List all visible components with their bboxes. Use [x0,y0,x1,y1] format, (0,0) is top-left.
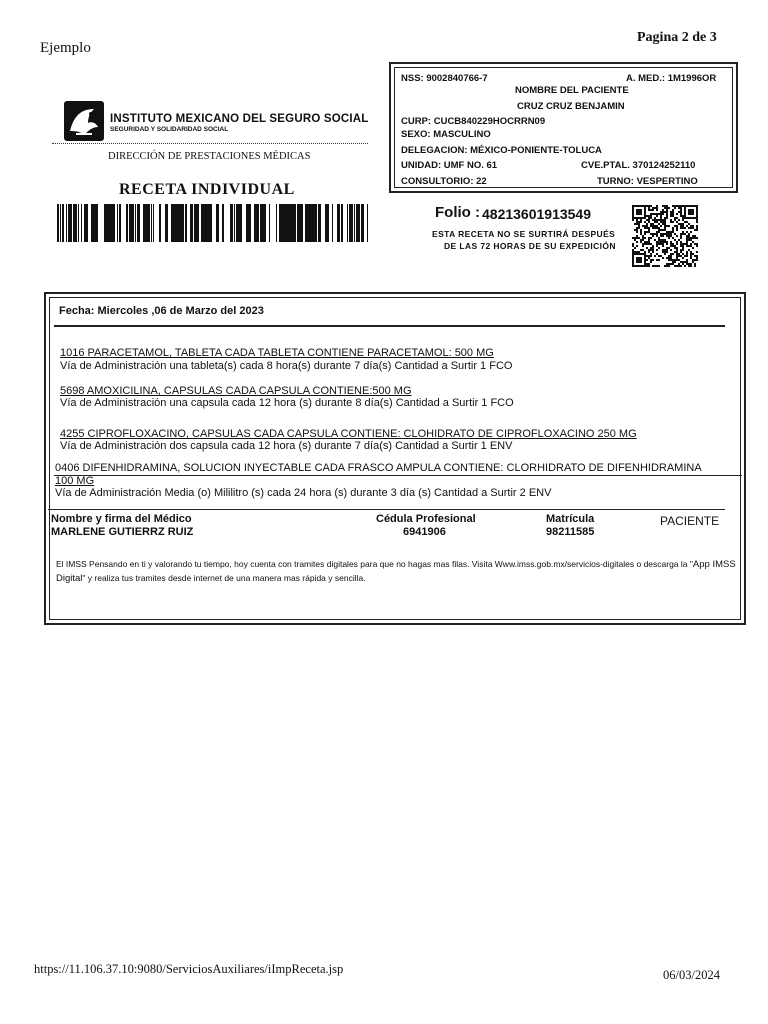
qr-code [632,205,698,267]
print-date: 06/03/2024 [663,968,720,982]
unidad: UNIDAD: UMF NO. 61 [401,160,498,171]
ejemplo-label: Ejemplo [40,40,91,56]
institution-name: INSTITUTO MEXICANO DEL SEGURO SOCIAL [110,113,369,125]
turno: TURNO: VESPERTINO [597,176,698,187]
notice-part-1: El IMSS Pensando en ti y valorando tu tiempo, hoy cuenta con tramites digitales para que no hagas mas filas. Visita Www.imss.gob.mx/servicios-digitales o descarga la " [56,559,693,569]
medication-admin: Vía de Administración una capsula cada 12 hora (s) durante 8 día(s) Cantidad a Surtir 1 FCO [60,397,514,409]
medico-name: MARLENE GUTIERRZ RUIZ [51,526,194,538]
medico-label: Nombre y firma del Médico [51,513,192,525]
institution-tagline: SEGURIDAD Y SOLIDARIDAD SOCIAL [110,126,229,133]
app-name: App IMSS Digital [56,559,736,584]
cve-ptal: CVE.PTAL. 370124252110 [581,160,696,171]
notice-part-2: " y realiza tus tramites desde internet de una manera mas rápida y sencilla. [82,572,366,583]
document-title: RECETA INDIVIDUAL [119,181,295,198]
medication-divider [54,475,742,476]
barcode [56,204,368,242]
medication-admin: Vía de Administración dos capsula cada 12 hora (s) durante 7 día(s) Cantidad a Surtir 1 ENV [60,440,513,452]
signature-divider [48,509,725,510]
fecha: Fecha: Miercoles ,06 de Marzo del 2023 [59,305,264,317]
paciente-label: PACIENTE [660,514,720,528]
delegacion: DELEGACION: MÉXICO-PONIENTE-TOLUCA [401,145,602,156]
medication-title: 5698 AMOXICILINA, CAPSULAS CADA CAPSULA CONTIENE:500 MG [60,385,412,397]
direccion-prestaciones: DIRECCIÓN DE PRESTACIONES MÉDICAS [108,151,311,162]
medication-title: 0406 DIFENHIDRAMINA, SOLUCION INYECTABLE CADA FRASCO AMPULA CONTIENE: CLORHIDRATO DE DIFENHIDRAMINA [55,462,702,474]
a-med: A. MED.: 1M1996OR [626,73,717,84]
folio-label: Folio : [435,204,480,221]
patient-info-box [389,62,738,193]
cedula-label: Cédula Profesional [376,513,476,525]
page-url: https://11.106.37.10:9080/ServiciosAuxiliares/iImpReceta.jsp [34,962,344,976]
cedula-value: 6941906 [403,526,446,538]
aviso-line-2: DE LAS 72 HORAS DE SU EXPEDICIÓN [444,241,616,251]
sexo: SEXO: MASCULINO [401,129,491,140]
dotted-divider [52,143,368,144]
nombre-label: NOMBRE DEL PACIENTE [515,85,629,96]
imss-eagle-logo-icon [64,101,104,141]
nss: NSS: 9002840766-7 [401,73,488,84]
medication-admin: Vía de Administración una tableta(s) cada 8 hora(s) durante 7 día(s) Cantidad a Surtir 1 FCO [60,360,513,372]
medication-title: 1016 PARACETAMOL, TABLETA CADA TABLETA CONTIENE PARACETAMOL: 500 MG [60,347,494,359]
matricula-label: Matrícula [546,513,595,525]
page-number: Pagina 2 de 3 [637,30,717,45]
matricula-value: 98211585 [546,526,595,538]
folio-value: 48213601913549 [482,206,592,222]
medication-title-cont: 100 MG [55,475,95,487]
medication-title: 4255 CIPROFLOXACINO, CAPSULAS CADA CAPSULA CONTIENE: CLOHIDRATO DE CIPROFLOXACINO 250 MG [60,428,637,440]
imss-digital-notice [56,558,736,585]
fecha-divider [54,325,725,327]
curp: CURP: CUCB840229HOCRRN09 [401,116,546,127]
patient-name: CRUZ CRUZ BENJAMIN [517,101,625,112]
aviso-line-1: ESTA RECETA NO SE SURTIRÁ DESPUÉS [432,229,616,239]
medication-admin: Vía de Administración Media (o) Mililitro (s) cada 24 hora (s) durante 3 día (s) Cantidad a Surtir 2 ENV [55,487,552,499]
consultorio: CONSULTORIO: 22 [401,176,487,187]
